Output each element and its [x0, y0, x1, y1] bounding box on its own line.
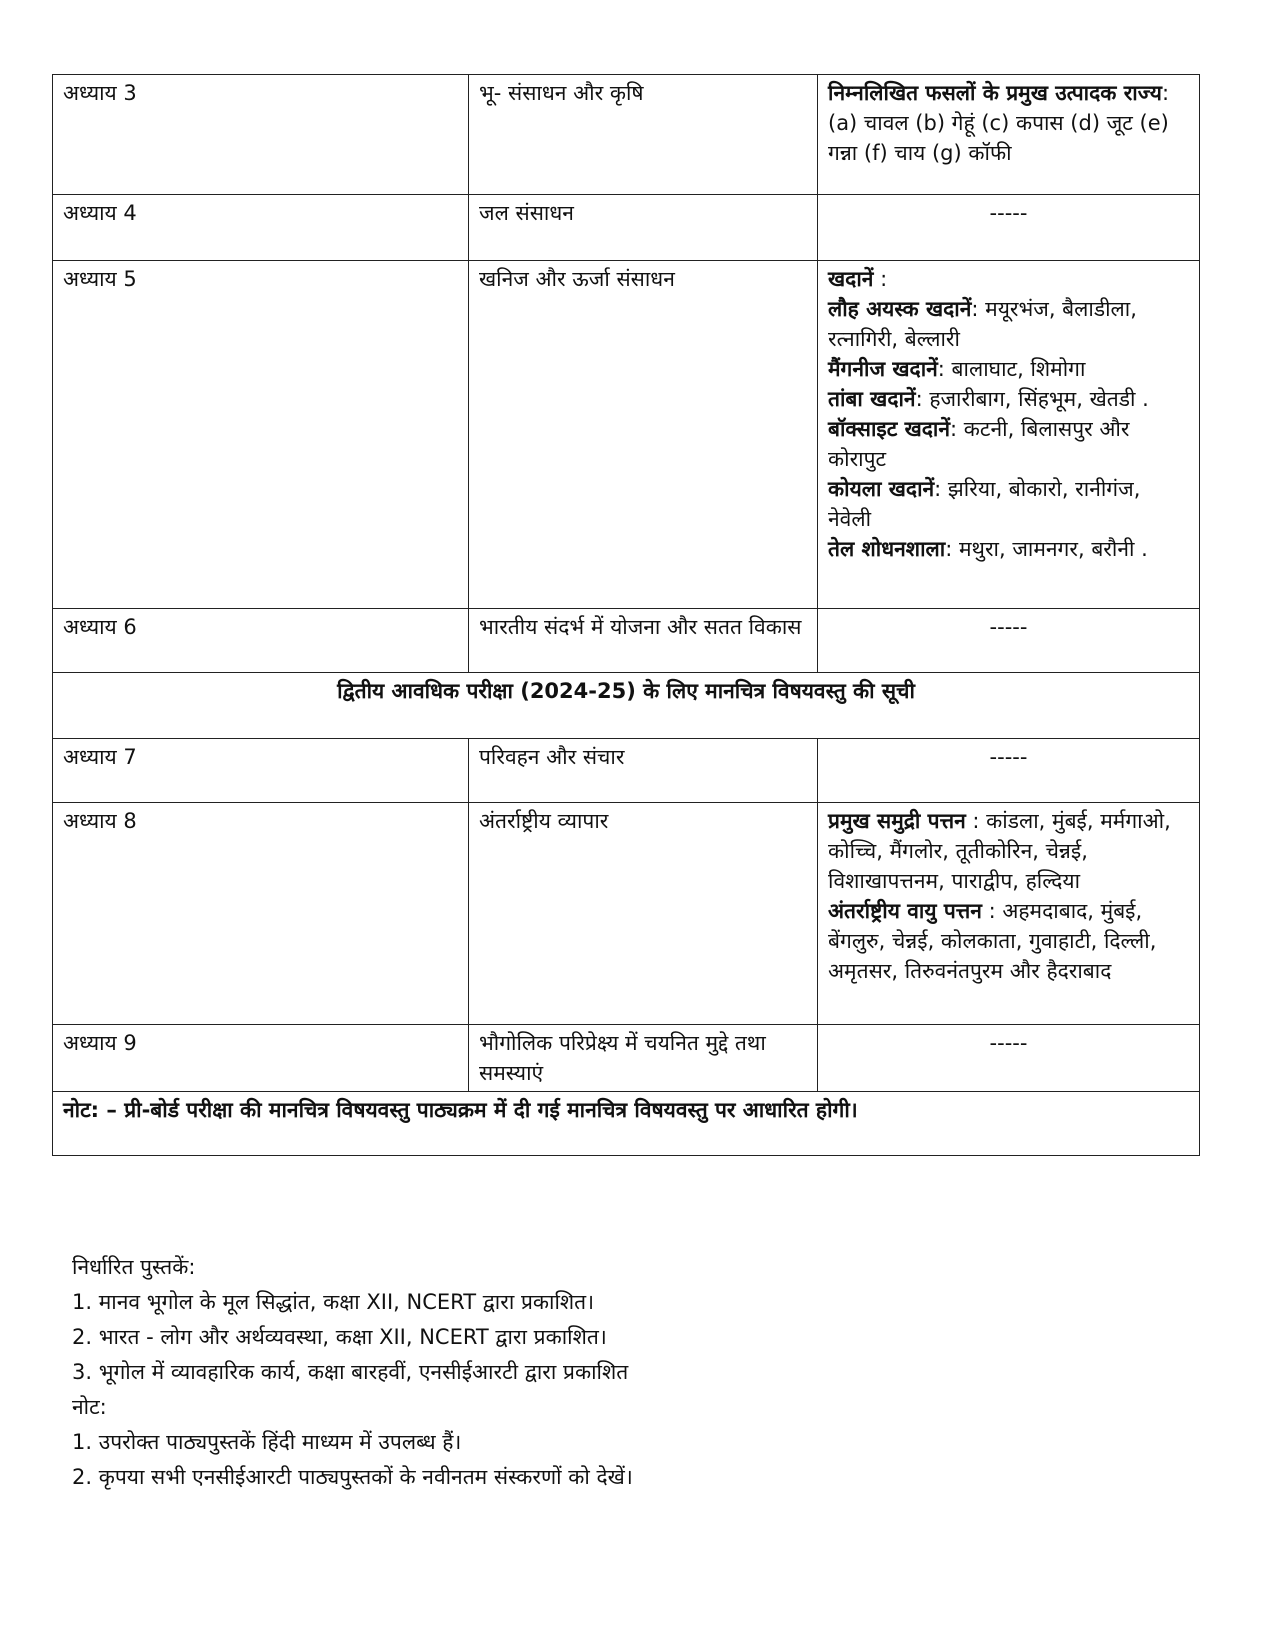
list-item: [828, 534, 1189, 564]
book-item: 2. भारत - लोग और अर्थव्यवस्था, कक्षा XII, NCERT द्वारा प्रकाशित।: [72, 1325, 607, 1349]
item-text: : बालाघाट, शिमोगा: [937, 357, 1086, 381]
chapter-cell: अध्याय 8: [53, 803, 469, 1025]
list-item: [828, 294, 1189, 354]
item-text: : (a) चावल (b) गेहूं (c) कपास (d) जूट (e) गन्ना (f) चाय (g) कॉफी: [828, 81, 1170, 165]
item-label: तेल शोधनशाला: [828, 537, 946, 561]
item-text: : कांडला, मुंबई, मर्मगाओ, कोच्चि, मैंगलोर, तूतीकोरिन, चेन्नई, विशाखापत्तनम, पाराद्वीप, हल्दिया: [828, 809, 1171, 893]
map-items-cell: [818, 75, 1200, 195]
chapter-cell: अध्याय 5: [53, 261, 469, 609]
list-item: [828, 806, 1189, 896]
books-heading: निर्धारित पुस्तकें:: [72, 1255, 196, 1279]
empty-dash: -----: [818, 739, 1200, 803]
topic-cell: अंतर्राष्ट्रीय व्यापार: [469, 803, 818, 1025]
item-text: : मथुरा, जामनगर, बरौनी .: [945, 537, 1148, 561]
topic-cell: जल संसाधन: [469, 195, 818, 261]
item-label: कोयला खदानें: [828, 477, 935, 501]
topic-cell: परिवहन और संचार: [469, 739, 818, 803]
table-note: नोट: – प्री-बोर्ड परीक्षा की मानचित्र विषयवस्तु पाठ्यक्रम में दी गई मानचित्र विषयवस्तु पर आधारित होगी।: [53, 1092, 1200, 1156]
item-label: लौह अयस्क खदानें: [828, 297, 972, 321]
item-label: बॉक्साइट खदानें: [828, 417, 951, 441]
table-row: [53, 261, 1200, 609]
list-item: [828, 354, 1189, 384]
empty-dash: -----: [818, 609, 1200, 673]
item-text: : झरिया, बोकारो, रानीगंज, नेवेली: [828, 477, 1141, 531]
chapter-cell: अध्याय 7: [53, 739, 469, 803]
note-row: [53, 1092, 1200, 1156]
section-heading: द्वितीय आवधिक परीक्षा (2024-25) के लिए मानचित्र विषयवस्तु की सूची: [53, 673, 1200, 739]
item-text: : मयूरभंज, बैलाडीला, रत्नागिरी, बेल्लारी: [828, 297, 1137, 351]
chapter-cell: अध्याय 3: [53, 75, 469, 195]
list-item: [828, 264, 1189, 294]
table-row: [53, 739, 1200, 803]
empty-dash: -----: [818, 1025, 1200, 1092]
note-item: 2. कृपया सभी एनसीईआरटी पाठ्यपुस्तकों के नवीनतम संस्करणों को देखें।: [72, 1465, 633, 1489]
table-row: [53, 609, 1200, 673]
chapter-cell: अध्याय 6: [53, 609, 469, 673]
table-row: [53, 1025, 1200, 1092]
item-label: तांबा खदानें: [828, 387, 916, 411]
note-item: 1. उपरोक्त पाठ्यपुस्तकें हिंदी माध्यम में उपलब्ध हैं।: [72, 1430, 462, 1454]
item-label: अंतर्राष्ट्रीय वायु पत्तन: [828, 899, 982, 923]
item-text: : हजारीबाग, सिंहभूम, खेतडी .: [915, 387, 1149, 411]
list-item: [828, 896, 1189, 986]
item-text: :: [873, 267, 888, 291]
chapter-cell: अध्याय 4: [53, 195, 469, 261]
map-content-table: [52, 74, 1200, 1156]
chapter-cell: अध्याय 9: [53, 1025, 469, 1092]
table-row: [53, 195, 1200, 261]
item-label: खदानें: [828, 267, 874, 291]
book-item: 1. मानव भूगोल के मूल सिद्धांत, कक्षा XII, NCERT द्वारा प्रकाशित।: [72, 1290, 595, 1314]
prescribed-books: [72, 1250, 1172, 1495]
empty-dash: -----: [818, 195, 1200, 261]
topic-cell: खनिज और ऊर्जा संसाधन: [469, 261, 818, 609]
book-item: 3. भूगोल में व्यावहारिक कार्य, कक्षा बारहवीं, एनसीईआरटी द्वारा प्रकाशित: [72, 1360, 629, 1384]
list-item: [828, 384, 1189, 414]
list-item: [828, 474, 1189, 534]
map-items-cell: [818, 803, 1200, 1025]
list-item: [828, 414, 1189, 474]
map-items-cell: [818, 261, 1200, 609]
topic-cell: भू- संसाधन और कृषि: [469, 75, 818, 195]
item-text: : अहमदाबाद, मुंबई, बेंगलुरु, चेन्नई, कोलकाता, गुवाहाटी, दिल्ली, अमृतसर, तिरुवनंतपुरम और हैदराबाद: [828, 899, 1157, 983]
topic-cell: भारतीय संदर्भ में योजना और सतत विकास: [469, 609, 818, 673]
item-text: : कटनी, बिलासपुर और कोरापुट: [828, 417, 1130, 471]
section-heading-row: [53, 673, 1200, 739]
table-row: [53, 803, 1200, 1025]
table-row: [53, 75, 1200, 195]
note-heading: नोट:: [72, 1395, 107, 1419]
item-label: निम्नलिखित फसलों के प्रमुख उत्पादक राज्य: [828, 81, 1162, 105]
item-label: मैंगनीज खदानें: [828, 357, 938, 381]
topic-cell: भौगोलिक परिप्रेक्ष्य में चयनित मुद्दे तथा समस्याएं: [469, 1025, 818, 1092]
item-label: प्रमुख समुद्री पत्तन: [828, 809, 966, 833]
